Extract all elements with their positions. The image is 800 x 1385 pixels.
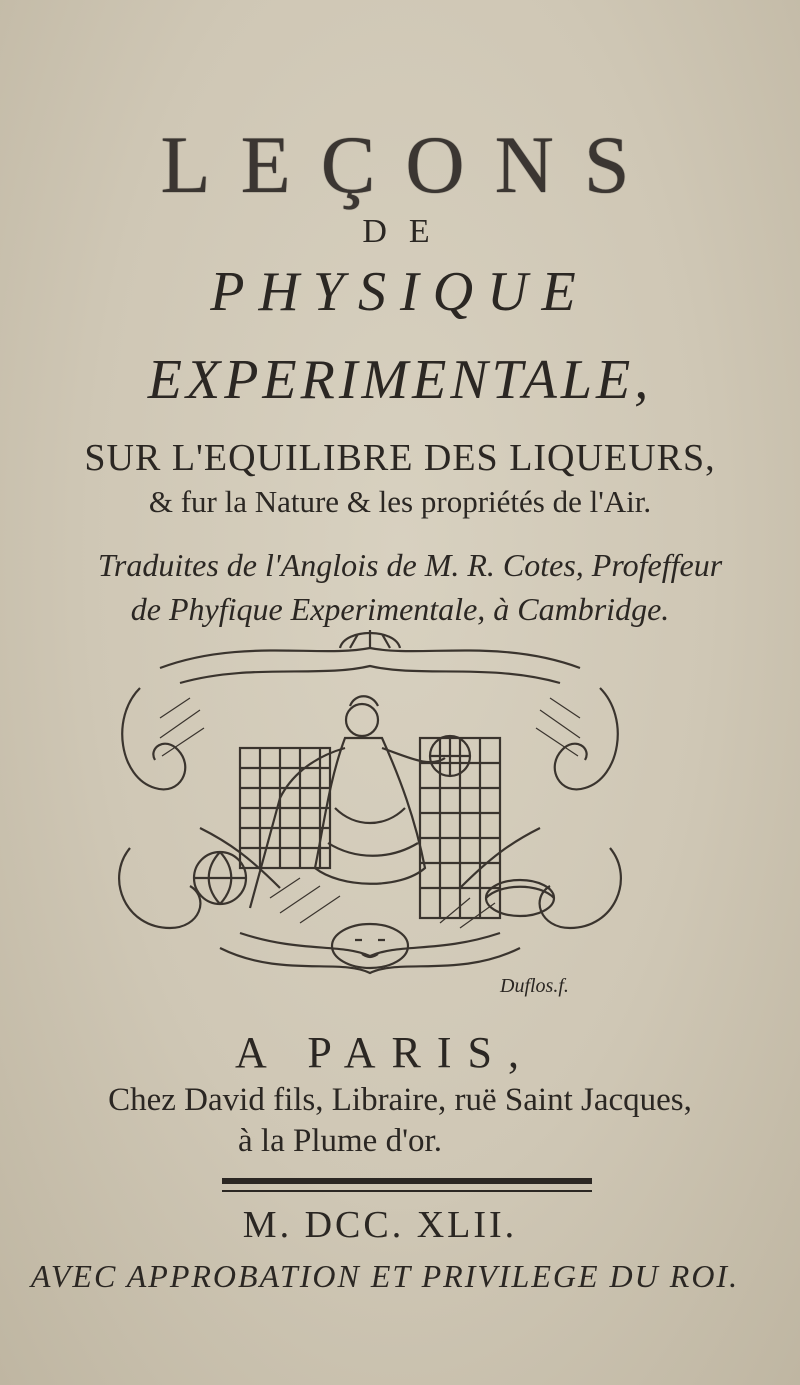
royal-privilege: AVEC APPROBATION ET PRIVILEGE DU ROI. [30, 1258, 740, 1294]
title-experimentale: EXPERIMENTALE, [147, 349, 653, 411]
translator-line-2: de Phyfique Experimentale, à Cambridge. [130, 591, 670, 627]
title-de: DE [362, 213, 452, 250]
subtitle-equilibre: SUR L'EQUILIBRE DES LIQUEURS, [84, 437, 716, 479]
divider-thin [222, 1190, 592, 1192]
imprint-publisher: Chez David fils, Libraire, ruë Saint Jacques, [108, 1082, 692, 1118]
engraved-vignette [100, 628, 640, 988]
title-physique: PHYSIQUE [210, 261, 590, 323]
imprint-city: A PARIS, [234, 1028, 536, 1077]
imprint-sign: à la Plume d'or. [238, 1123, 442, 1159]
publication-date: M. DCC. XLII. [242, 1204, 518, 1246]
main-title-lecons: LEÇONS [160, 119, 660, 210]
subtitle-nature-air: & fur la Nature & les propriétés de l'Air. [148, 484, 652, 519]
divider-thick [222, 1178, 592, 1184]
engraver-signature: Duflos.f. [500, 975, 569, 997]
translator-line-1: Traduites de l'Anglois de M. R. Cotes, Profeffeur [97, 547, 723, 583]
